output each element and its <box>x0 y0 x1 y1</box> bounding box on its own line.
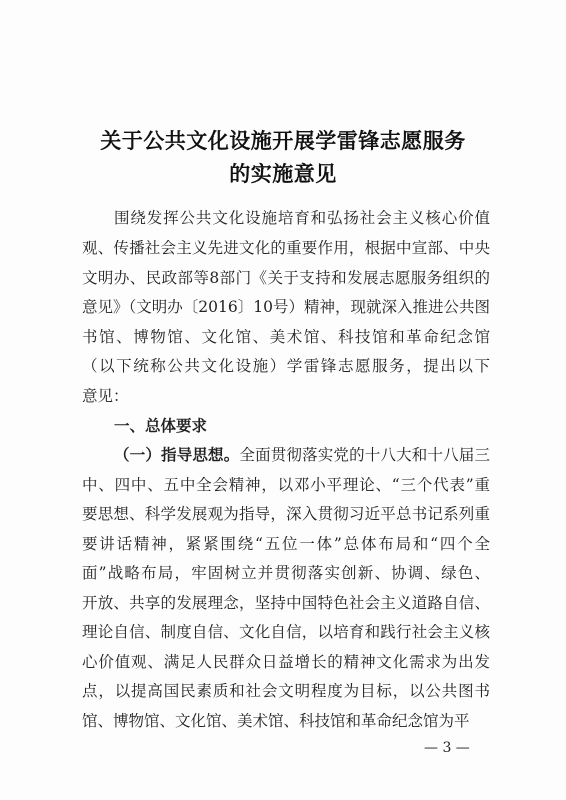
page-number: — 3 — <box>424 740 470 756</box>
body-line-9: 馆、博物馆、文化馆、美术馆、科技馆和革命纪念馆为平 <box>82 712 470 730</box>
intro-line-1: 围绕发挥公共文化设施培育和弘扬社会主义核心价值 <box>114 209 490 227</box>
intro-line-4: 意见》（文明办〔2016〕10号）精神，现就深入推进公共图 <box>82 298 490 316</box>
body-line-1: 中、四中、五中全会精神，以邓小平理论、“三个代表”重 <box>82 476 490 494</box>
intro-line-3: 文明办、民政部等8部门《关于支持和发展志愿服务组织的 <box>82 269 490 287</box>
body-line-8: 点，以提高国民素质和社会文明程度为目标，以公共图书 <box>82 682 490 700</box>
intro-line-7: 意见： <box>82 387 129 405</box>
body-line-4: 面”战略布局，牢固树立并贯彻落实创新、协调、绿色、 <box>82 564 490 582</box>
document-title-line-2: 的实施意见 <box>229 162 337 186</box>
body-line-3: 要讲话精神，紧紧围绕“五位一体”总体布局和“四个全 <box>82 535 490 553</box>
body-line-7: 心价值观、满足人民群众日益增长的精神文化需求为出发 <box>82 653 490 671</box>
subsection-label: （一）指导思想。 <box>114 446 240 464</box>
body-line-2: 要思想、科学发展观为指导，深入贯彻习近平总书记系列重 <box>82 505 490 523</box>
intro-line-2: 观、传播社会主义先进文化的重要作用，根据中宣部、中央 <box>82 239 490 257</box>
subsection-first-line-text: 全面贯彻落实党的十八大和十八届三 <box>239 446 490 464</box>
intro-line-5: 书馆、博物馆、文化馆、美术馆、科技馆和革命纪念馆 <box>82 328 490 346</box>
subsection-first-line <box>114 440 490 470</box>
body-line-6: 理论自信、制度自信、文化自信，以培育和践行社会主义核 <box>82 623 490 641</box>
document-title-line-1: 关于公共文化设施开展学雷锋志愿服务 <box>100 129 466 153</box>
section-heading: 一、总体要求 <box>114 417 208 435</box>
intro-line-6: （以下统称公共文化设施）学雷锋志愿服务，提出以下 <box>82 357 490 375</box>
body-line-5: 开放、共享的发展理念，坚持中国特色社会主义道路自信、 <box>82 594 490 612</box>
